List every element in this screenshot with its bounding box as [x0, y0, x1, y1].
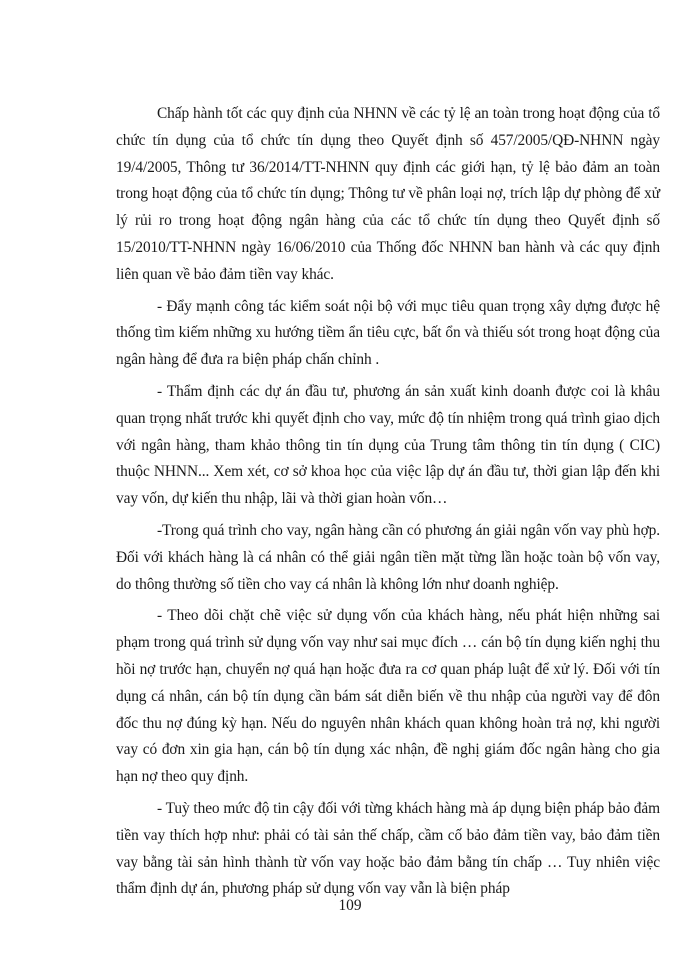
paragraph-internal-control: - Đẩy mạnh công tác kiểm soát nội bộ với mục tiêu quan trọng xây dựng được hệ thống tìm kiếm những xu hướng tiềm ẩn tiêu cực, bất ổn và thiếu sót trong hoạt động của ngân hàng để đưa ra biện pháp chấn chỉnh . [116, 297, 660, 369]
body-text [116, 101, 660, 908]
paragraph-project-appraisal: - Thẩm định các dự án đầu tư, phương án sản xuất kinh doanh được coi là khâu quan trọng nhất trước khi quyết định cho vay, mức độ tín nhiệm trong quá trình giao dịch với ngân hàng, tham khảo thông tin tín dụng của Trung tâm thông tin tín dụng ( CIC) thuộc NHNN... Xem xét, cơ sở khoa học của việc lập dự án đầu tư, thời gian lập đến khi vay vốn, dự kiến thu nhập, lãi và thời gian hoàn vốn… [116, 382, 660, 508]
paragraph-loan-security: - Tuỳ theo mức độ tin cậy đối với từng khách hàng mà áp dụng biện pháp bảo đảm tiền vay thích hợp như: phải có tài sản thế chấp, cầm cố bảo đảm tiền vay, bảo đảm tiền vay bằng tài sản hình thành từ vốn vay hoặc bảo đảm bằng tín chấp … Tuy nhiên việc thẩm định dự án, phương pháp sử dụng vốn vay vẫn là biện pháp [116, 799, 660, 898]
paragraph-disbursement: -Trong quá trình cho vay, ngân hàng cần có phương án giải ngân vốn vay phù hợp. Đối với khách hàng là cá nhân có thể giải ngân tiền mặt từng lần hoặc toàn bộ vốn vay, do thông thường số tiền cho vay cá nhân là không lớn như doanh nghiệp. [116, 521, 660, 593]
page-number: 109 [338, 897, 362, 914]
paragraph-loan-monitoring: - Theo dõi chặt chẽ việc sử dụng vốn của khách hàng, nếu phát hiện những sai phạm trong quá trình sử dụng vốn vay như sai mục đích … cán bộ tín dụng kiến nghị thu hồi nợ trước hạn, chuyển nợ quá hạn hoặc đưa ra cơ quan pháp luật để xử lý. Đối với tín dụng cá nhân, cán bộ tín dụng cần bám sát diễn biến về thu nhập của người vay để đôn đốc thu nợ đúng kỳ hạn. Nếu do nguyên nhân khách quan không hoàn trả nợ, khi người vay có đơn xin gia hạn, cán bộ tín dụng xác nhận, đề nghị giám đốc ngân hàng cho gia hạn nợ theo quy định. [116, 607, 660, 786]
paragraph-compliance: Chấp hành tốt các quy định của NHNN về các tỷ lệ an toàn trong hoạt động của tổ chức tín dụng của tổ chức tín dụng theo Quyết định số 457/2005/QĐ-NHNN ngày 19/4/2005, Thông tư 36/2014/TT-NHNN quy định các giới hạn, tỷ lệ bảo đảm an toàn trong hoạt động của tổ chức tín dụng; Thông tư về phân loại nợ, trích lập dự phòng để xử lý rủi ro trong hoạt động ngân hàng của các tổ chức tín dụng theo Quyết định số 15/2010/TT-NHNN ngày 16/06/2010 của Thống đốc NHNN ban hành và các quy định liên quan về bảo đảm tiền vay khác. [116, 105, 660, 283]
